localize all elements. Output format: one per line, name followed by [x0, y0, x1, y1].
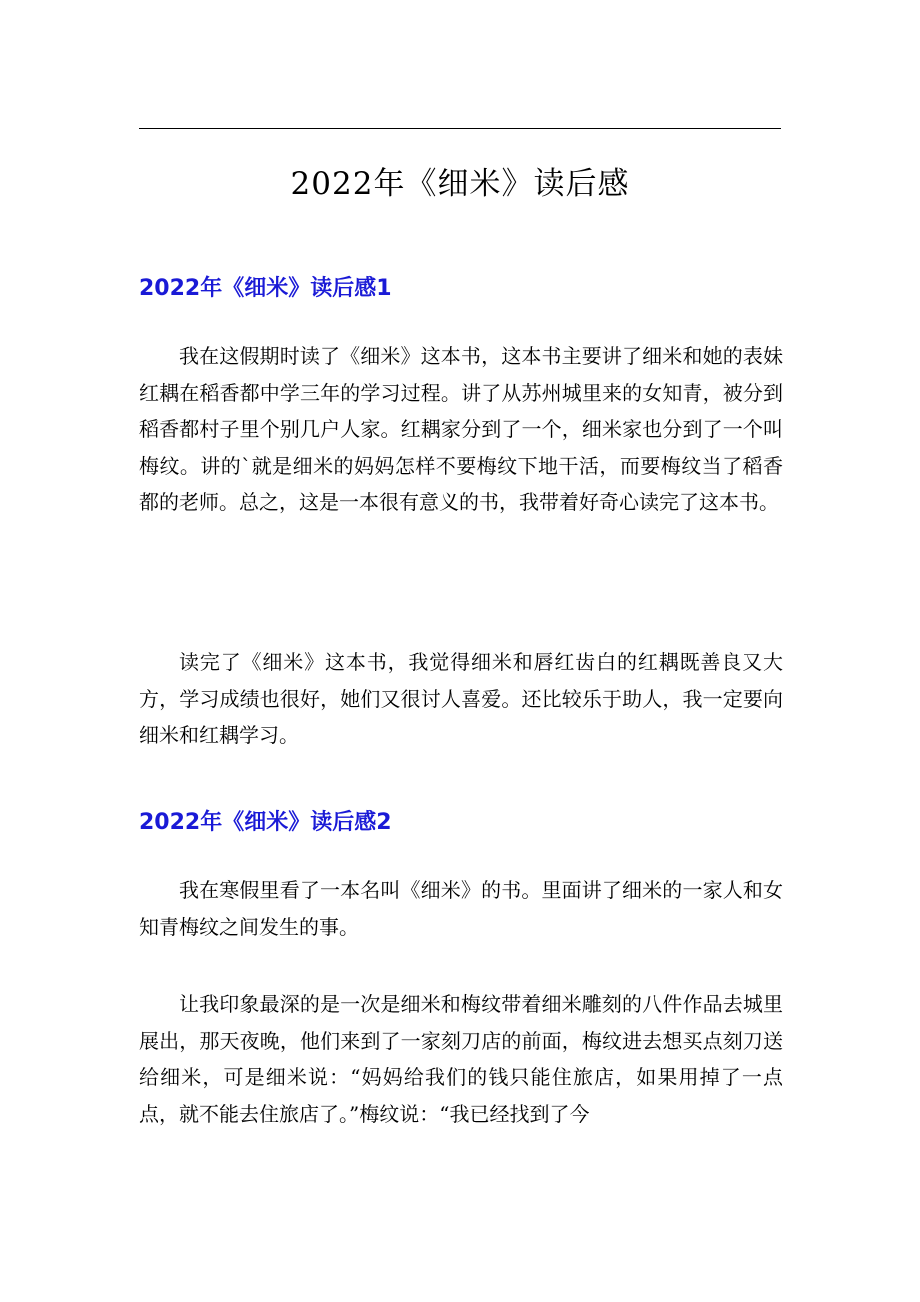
header-rule — [139, 128, 781, 129]
section-1-paragraph-1: 我在这假期时读了《细米》这本书，这本书主要讲了细米和她的表妹红耦在稻香都中学三年的学习过程。讲了从苏州城里来的女知青，被分到稻香都村子里个别几户人家。红耦家分到了一个，细米家也分到了一个叫梅纹。讲的`就是细米的妈妈怎样不要梅纹下地干活，而要梅纹当了稻香都的老师。总之，这是一本很有意义的书，我带着好奇心读完了这本书。 — [139, 344, 783, 514]
section-1-paragraph-2: 读完了《细米》这本书，我觉得细米和唇红齿白的红耦既善良又大方，学习成绩也很好，她们又很讨人喜爱。还比较乐于助人，我一定要向细米和红耦学习。 — [139, 650, 783, 747]
section-2-paragraph-1: 我在寒假里看了一本名叫《细米》的书。里面讲了细米的一家人和女知青梅纹之间发生的事。 — [139, 878, 783, 939]
document-title: 2022年《细米》读后感 — [290, 166, 630, 202]
section-2-paragraph-2: 让我印象最深的是一次是细米和梅纹带着细米雕刻的八件作品去城里展出，那天夜晚，他们来到了一家刻刀店的前面，梅纹进去想买点刻刀送给细米，可是细米说：“妈妈给我们的钱只能住旅店，如果用掉了一点点，就不能去住旅店了。”梅纹说：“我已经找到了今 — [139, 992, 783, 1126]
section-heading-1: 2022年《细米》读后感1 — [139, 276, 392, 301]
section-heading-2: 2022年《细米》读后感2 — [139, 810, 392, 835]
